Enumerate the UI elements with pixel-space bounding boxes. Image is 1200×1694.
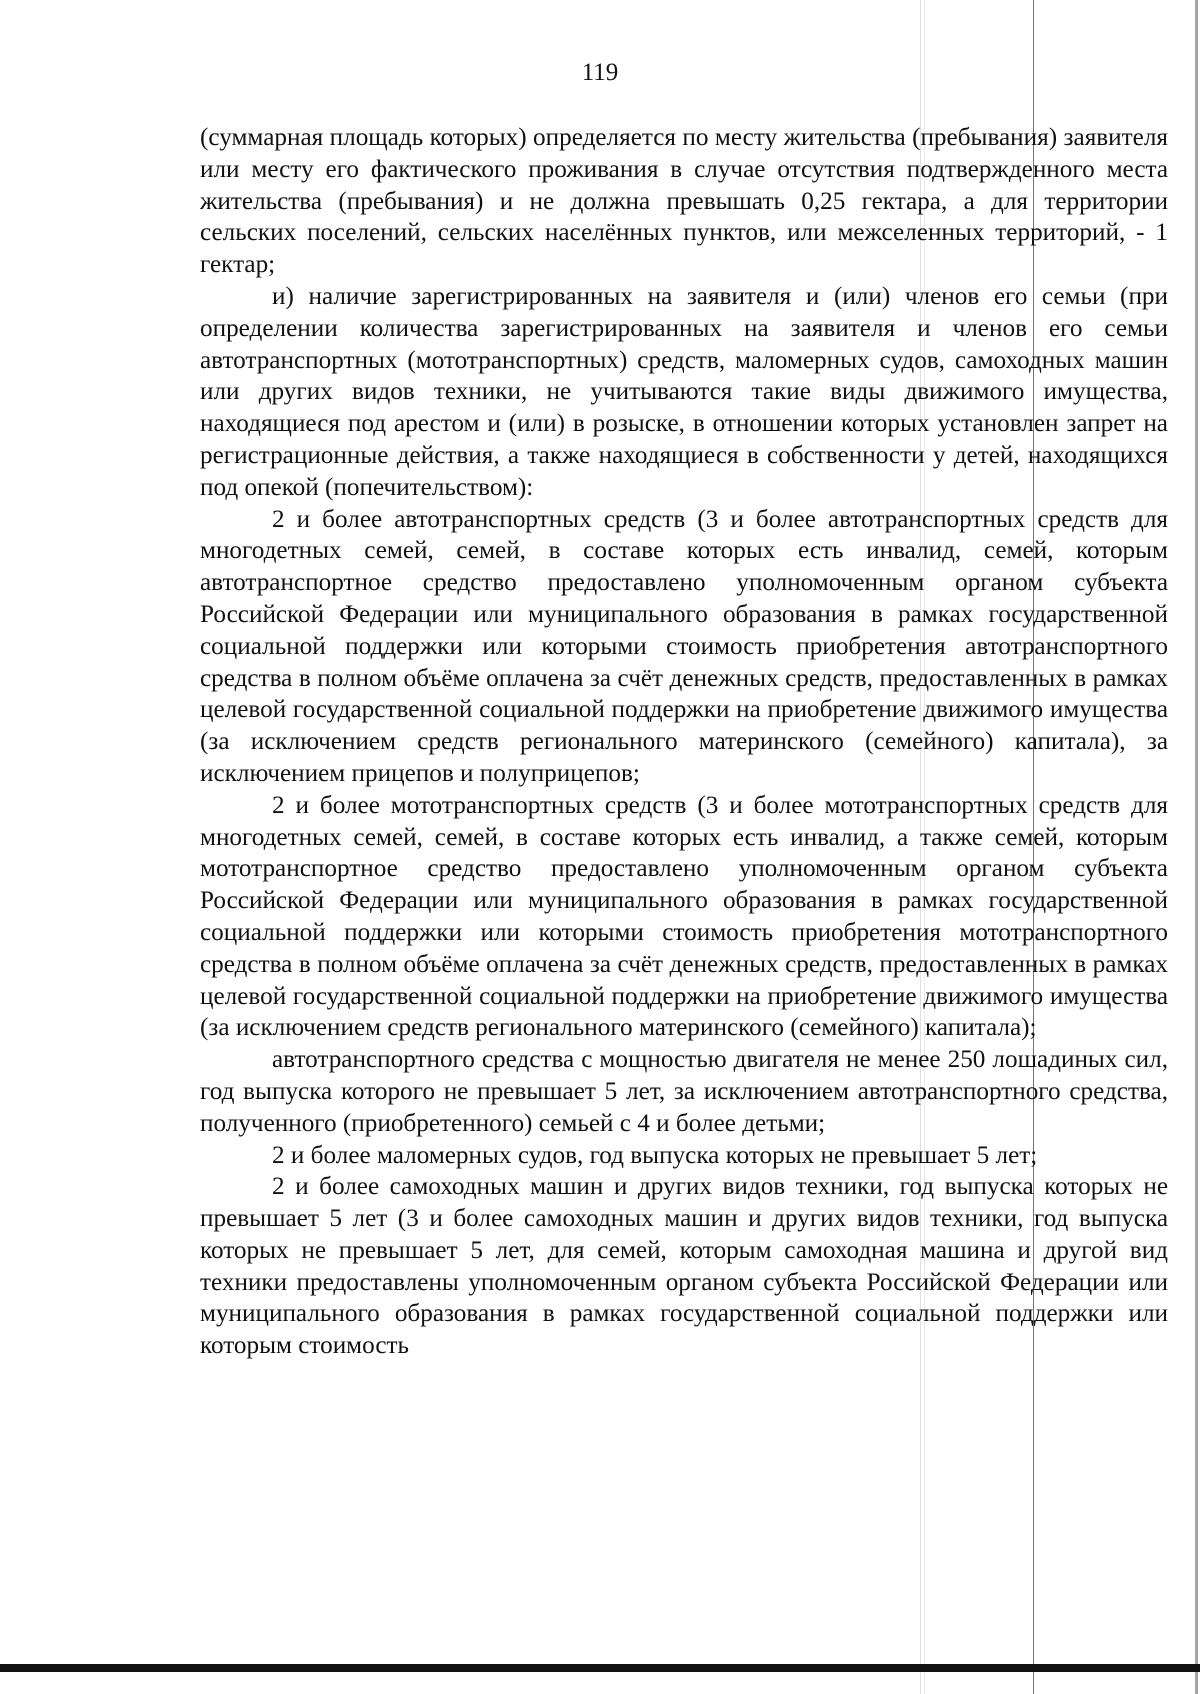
scan-artifact-bottom-edge (0, 1664, 1200, 1672)
document-body (200, 122, 1168, 1362)
page-number: 119 (581, 59, 619, 86)
paragraph: (суммарная площадь которых) определяется по месту жительства (пребывания) заявителя или месту его фактического проживания в случае отсутствия подтвержденного места жительства (пребывания) и не должна превышать 0,25 гектара, а для территории сельских поселений, сельских населённых пунктов, или межселенных территорий, - 1 гектар; (200, 124, 1168, 279)
paragraph: 2 и более автотранспортных средств (3 и более автотранспортных средств для многодетных семей, семей, в составе которых есть инвалид, семей, которым автотранспортное средство предоставлено уполномоченным органом субъекта Российской Федерации или муниципального образования в рамках государственной социальной поддержки или которыми стоимость приобретения автотранспортного средства в полном объёме оплачена за счёт денежных средств, предоставленных в рамках целевой государственной социальной поддержки на приобретение движимого имущества (за исключением средств регионального материнского (семейного) капитала), за исключением прицепов и полуприцепов; (200, 505, 1168, 787)
paragraph: и) наличие зарегистрированных на заявителя и (или) членов его семьи (при определении количества зарегистрированных на заявителя и членов его семьи автотранспортных (мототранспортных) средств, маломерных судов, самоходных машин или других видов техники, не учитываются такие виды движимого имущества, находящиеся под арестом и (или) в розыске, в отношении которых установлен запрет на регистрационные действия, а также находящиеся в собственности у детей, находящихся под опекой (попечительством): (200, 282, 1168, 501)
paragraph: 2 и более самоходных машин и других видов техники, год выпуска которых не превышает 5 лет (3 и более самоходных машин и других видов техники, год выпуска которых не превышает 5 лет, для семей, которым самоходная машина и другой вид техники предоставлены уполномоченным органом субъекта Российской Федерации или муниципального образования в рамках государственной социальной поддержки или которым стоимость (200, 1173, 1168, 1360)
paragraph: 2 и более маломерных судов, год выпуска которых не превышает 5 лет; (272, 1141, 1038, 1169)
paragraph: автотранспортного средства с мощностью двигателя не менее 250 лошадиных сил, год выпуска которого не превышает 5 лет, за исключением автотранспортного средства, полученного (приобретенного) семьей с 4 и более детьми; (200, 1046, 1168, 1137)
paragraph: 2 и более мототранспортных средств (3 и более мототранспортных средств для многодетных семей, семей, в составе которых есть инвалид, а также семей, которым мототранспортное средство предоставлено уполномоченным органом субъекта Российской Федерации или муниципального образования в рамках государственной социальной поддержки или которыми стоимость приобретения мототранспортного средства в полном объёме оплачена за счёт денежных средств, предоставленных в рамках целевой государственной социальной поддержки на приобретение движимого имущества (за исключением средств регионального материнского (семейного) капитала); (200, 791, 1168, 1042)
scan-artifact-edge (1195, 0, 1198, 1694)
